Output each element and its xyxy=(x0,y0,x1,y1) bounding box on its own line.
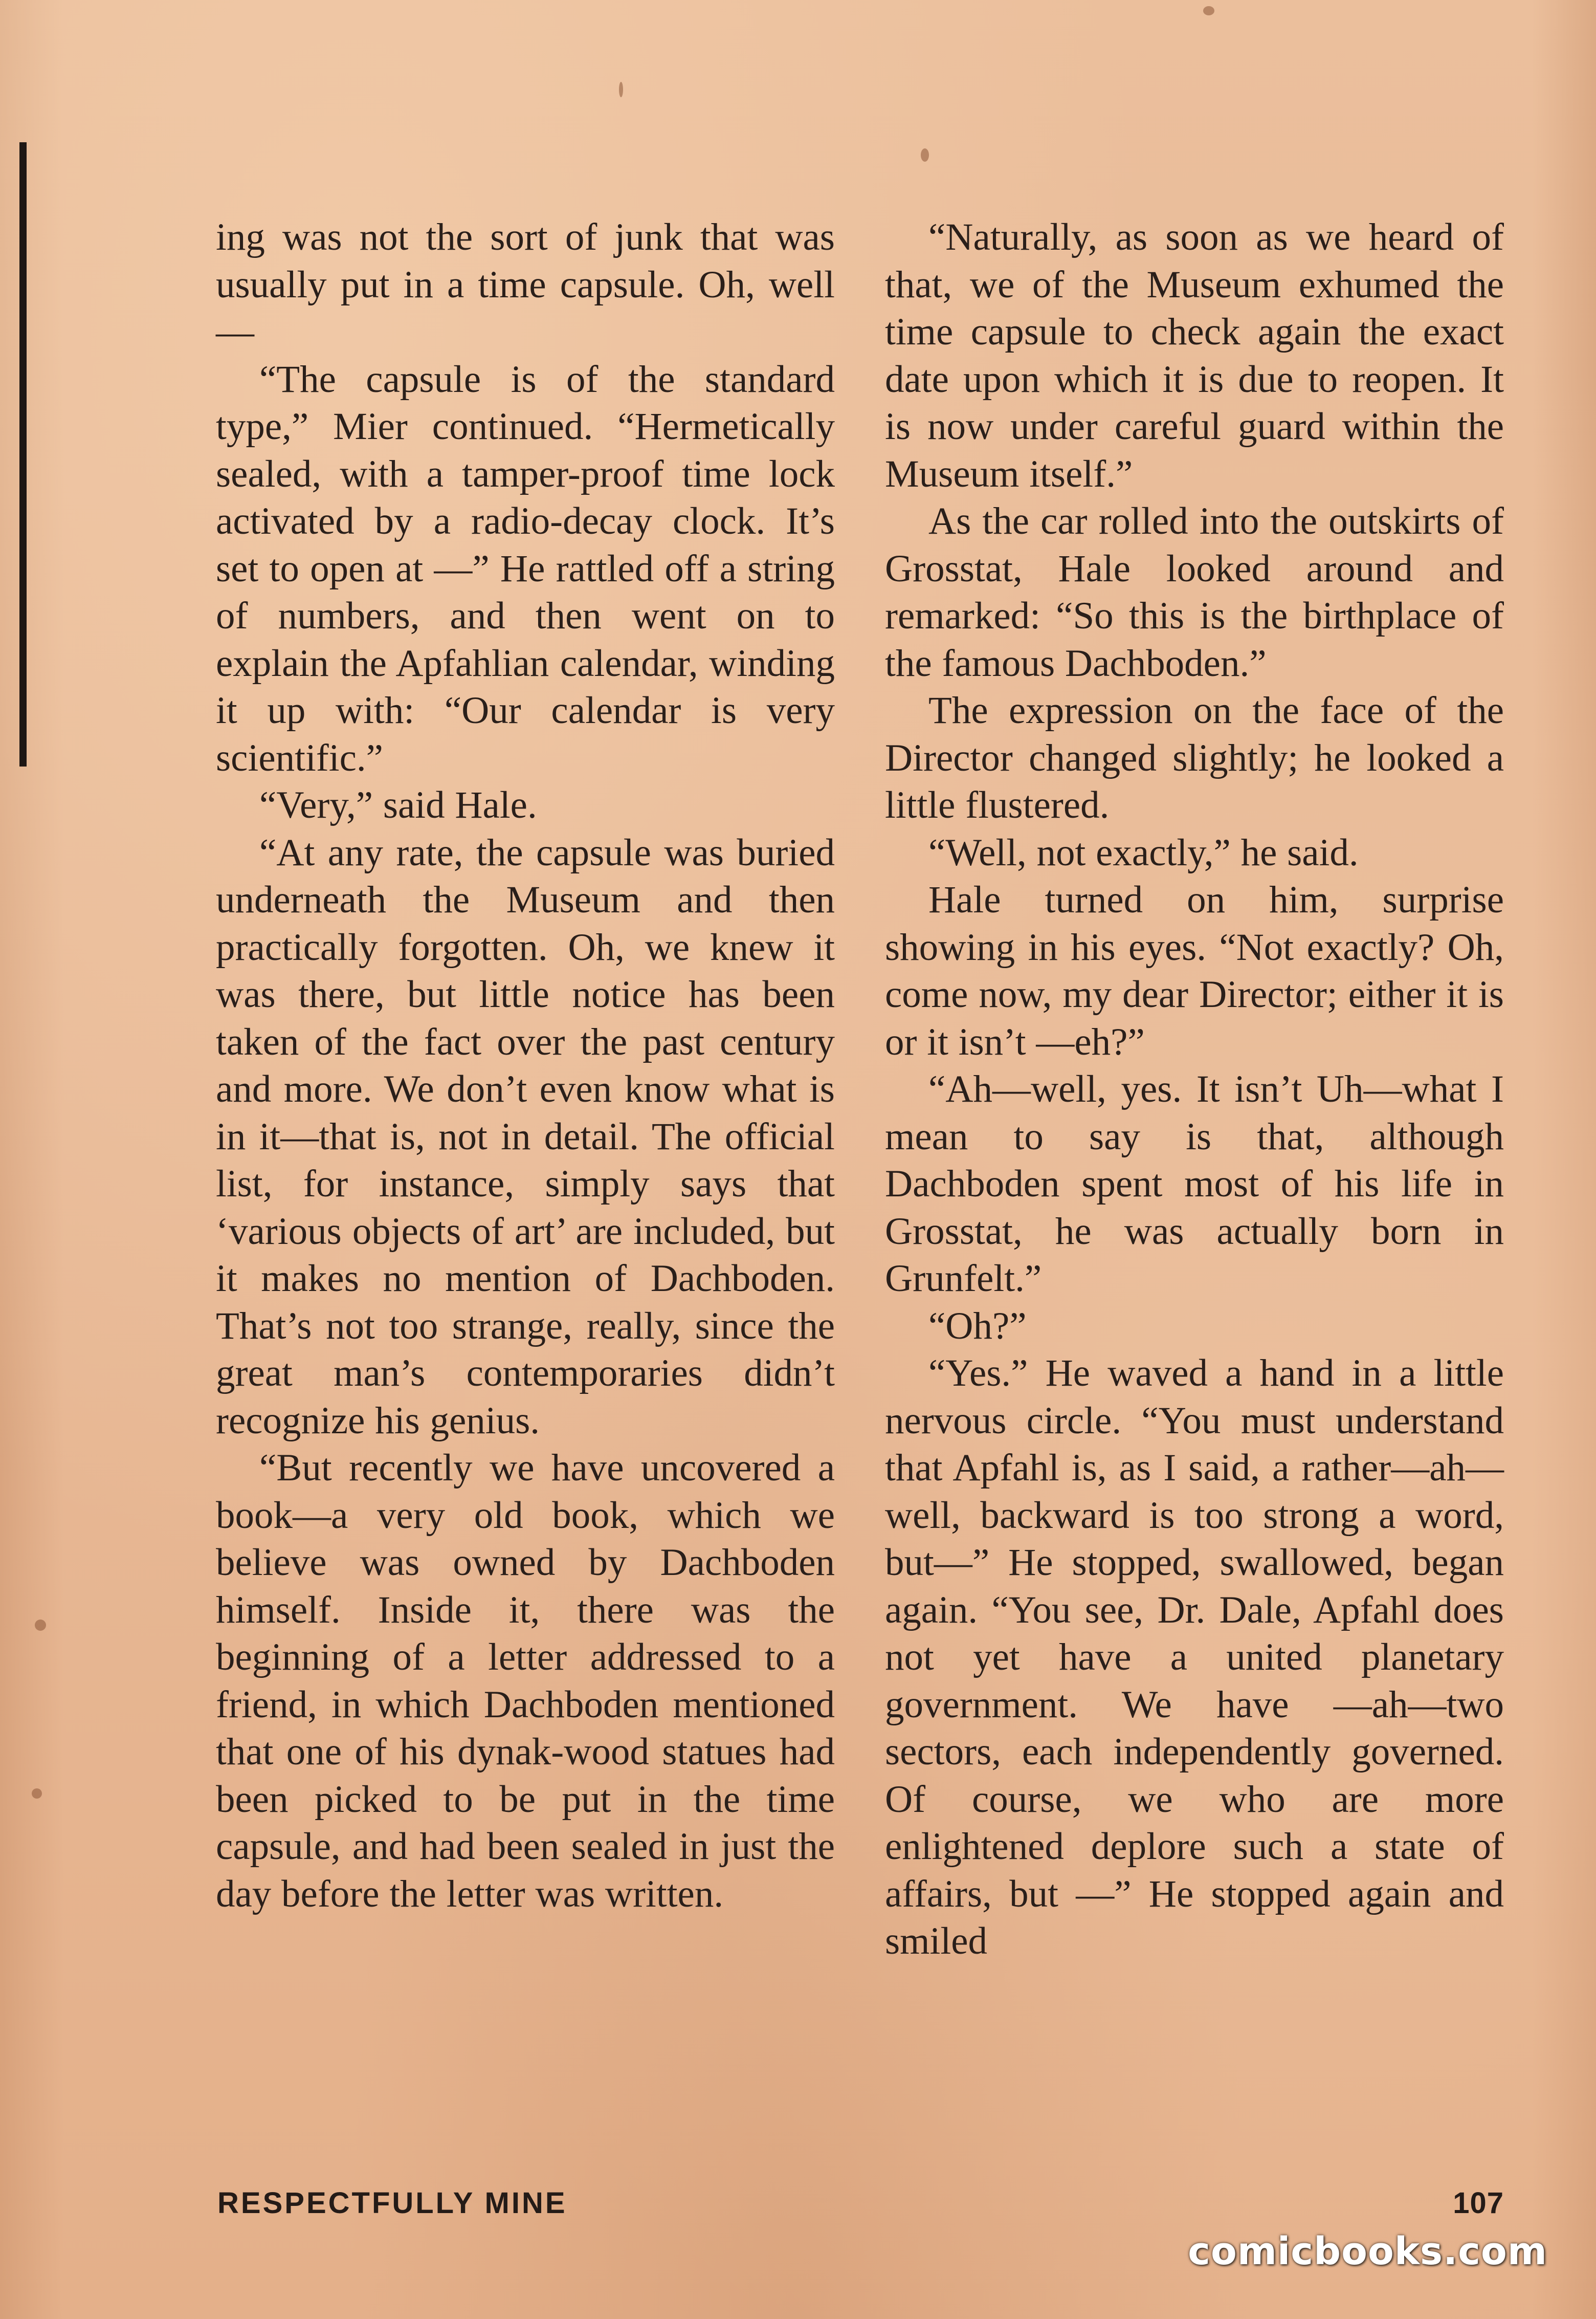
paragraph: “Oh?” xyxy=(928,1304,1027,1347)
margin-rule xyxy=(19,142,27,767)
paragraph: As the car rolled into the outskirts of Grosstat, Hale looked around and remarked: “So this is the birthplace of the famous Dachboden.” xyxy=(885,500,1504,685)
paragraph: “Ah—well, yes. It isn’t Uh—what I mean to say is that, although Dachboden spent most of his life in Grosstat, he was actually born in Grunfelt.” xyxy=(885,1068,1504,1300)
page-number: 107 xyxy=(1453,2186,1504,2220)
paragraph: “But recently we have uncovered a book—a very old book, which we believe was owned by Dachboden himself. Inside it, there was the beginning of a letter addressed to a friend, in which Dachboden mentioned that one of his dynak-wood statues had been picked to be put in the time capsule, and had been sealed in just the day before the letter was written. xyxy=(216,1447,835,1915)
paper-speck xyxy=(1203,6,1214,15)
paragraph: “Yes.” He waved a hand in a little nervous circle. “You must understand that Apfahl is, as I said, a rather—ah—well, backward is too strong a word, but—” He stopped, swallowed, began again. “You see, Dr. Dale, Apfahl does not yet have a united planetary government. We have —ah—two sectors, each independently governed. Of course, we who are more enlightened deplore such a state of affairs, but —” He stopped again and smiled xyxy=(885,1352,1504,1962)
paragraph: “Naturally, as soon as we heard of that, we of the Museum exhumed the time capsule to check again the exact date upon which it is due to reopen. It is now under careful guard within the Museum itself.” xyxy=(885,216,1504,495)
paragraph: “The capsule is of the standard type,” Mier continued. “Hermetically sealed, with a tamper-proof time lock activated by a radio-decay clock. It’s set to open at —” He rattled off a string of numbers, and then went on to explain the Apfahlian calendar, winding it up with: “Our calendar is very scientific.” xyxy=(216,358,835,779)
site-watermark: comicbooks.com xyxy=(1188,2229,1547,2273)
paper-speck xyxy=(32,1788,42,1799)
paragraph: “Very,” said Hale. xyxy=(259,784,537,826)
paragraph: ing was not the sort of junk that was usually put in a time capsule. Oh, well— xyxy=(216,216,835,353)
paragraph: “Well, not exactly,” he said. xyxy=(928,831,1359,874)
paragraph: The expression on the face of the Director changed slightly; he looked a little flustered. xyxy=(885,689,1504,826)
paragraph: Hale turned on him, surprise showing in his eyes. “Not exactly? Oh, come now, my dear Director; either it is or it isn’t —eh?” xyxy=(885,879,1504,1063)
running-footer-title: RESPECTFULLY MINE xyxy=(217,2186,567,2220)
left-text-column xyxy=(216,214,835,1918)
paragraph: “At any rate, the capsule was buried underneath the Museum and then practically forgotten. Oh, we knew it was there, but little notice has been taken of the fact over the past century and more. We don’t even know what is in it—that is, not in detail. The official list, for instance, simply says that ‘various objects of art’ are included, but it makes no mention of Dachboden. That’s not too strange, really, since the great man’s contemporaries didn’t recognize his genius. xyxy=(216,831,835,1442)
right-text-column xyxy=(885,214,1504,1965)
paper-speck xyxy=(921,148,929,162)
paper-speck xyxy=(35,1620,46,1631)
paper-speck xyxy=(619,82,623,97)
